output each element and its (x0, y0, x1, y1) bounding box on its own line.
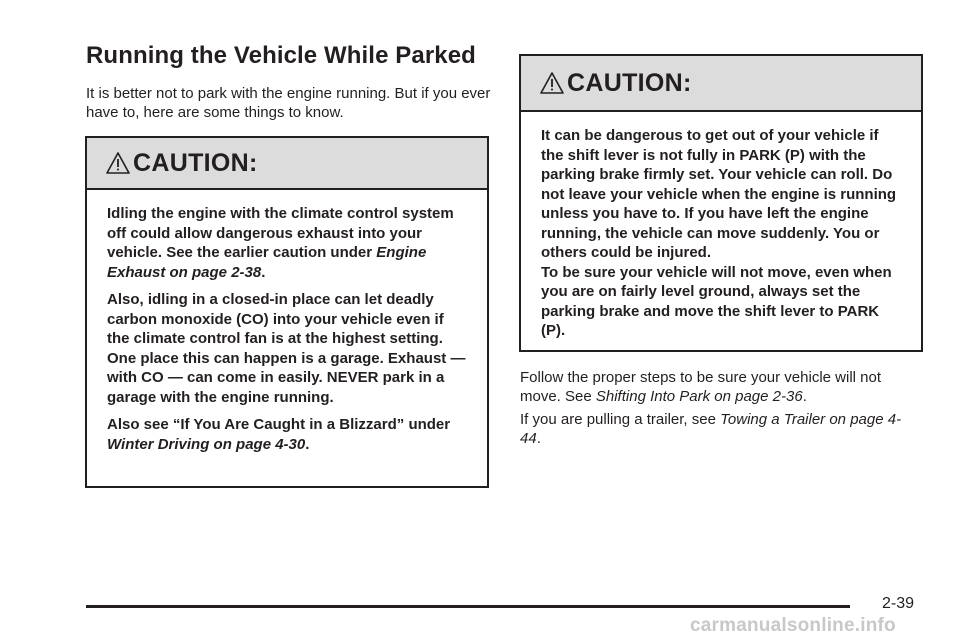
caution-title: CAUTION: (133, 148, 258, 177)
caution-body (87, 190, 487, 454)
warning-triangle-icon (105, 150, 131, 176)
caution-paragraph (107, 415, 467, 454)
watermark: carmanualsonline.info (690, 615, 896, 636)
caution-text: Idling the engine with the climate control system off could allow dangerous exhaust into your vehicle. See the earlier caution under (107, 205, 454, 261)
caution-paragraph: To be sure your vehicle will not move, even when you are on fairly level ground, always set the parking brake and move the shift lever to PARK (P). (541, 263, 892, 339)
link-winter-driving[interactable]: Winter Driving on page 4-30 (107, 435, 306, 453)
punctuation: . (261, 263, 266, 281)
link-towing-a-trailer[interactable]: Towing a Trailer on page 4-44 (520, 411, 902, 447)
link-shifting-into-park[interactable]: Shifting Into Park on page 2-36 (595, 388, 803, 405)
follow-steps-paragraph (520, 368, 920, 406)
paragraph-text: If you are pulling a trailer, see (520, 411, 721, 428)
caution-header (87, 138, 487, 190)
caution-box-shift-lever (519, 54, 923, 352)
link-engine-exhaust[interactable]: Engine Exhaust on page 2-38 (107, 244, 427, 281)
caution-paragraph: Also, idling in a closed-in place can let deadly carbon monoxide (CO) into your vehicle even if the climate control fan is at the highest setting. One place this can happen is a garage. Exhaust — with CO — can come in easily. NEVER park in a garage with the engine running. (107, 291, 466, 406)
punctuation: . (802, 388, 807, 405)
caution-paragraph (107, 204, 467, 282)
caution-header (521, 56, 921, 112)
trailer-paragraph (520, 410, 920, 448)
page-number: 2-39 (882, 595, 915, 612)
punctuation: . (305, 435, 310, 453)
footer-rule (86, 605, 850, 608)
caution-paragraph: It can be dangerous to get out of your vehicle if the shift lever is not fully in PARK (P) with the parking brake firmly set. Your vehicle can roll. Do not leave your vehicle when the engine is running unless you have to. If you have left the engine running, the vehicle can move suddenly. You or others could be injured. (541, 127, 897, 261)
caution-text: Also see “If You Are Caught in a Blizzard” under (107, 416, 451, 433)
caution-body (521, 112, 921, 341)
intro-paragraph: It is better not to park with the engine running. But if you ever have to, here are some things to know. (86, 85, 491, 121)
caution-title: CAUTION: (567, 68, 692, 97)
warning-triangle-icon (539, 70, 565, 96)
paragraph-text: Follow the proper steps to be sure your vehicle will not move. See (520, 369, 882, 405)
section-title: Running the Vehicle While Parked (86, 42, 476, 69)
punctuation: . (536, 430, 541, 447)
caution-box-exhaust (85, 136, 489, 488)
